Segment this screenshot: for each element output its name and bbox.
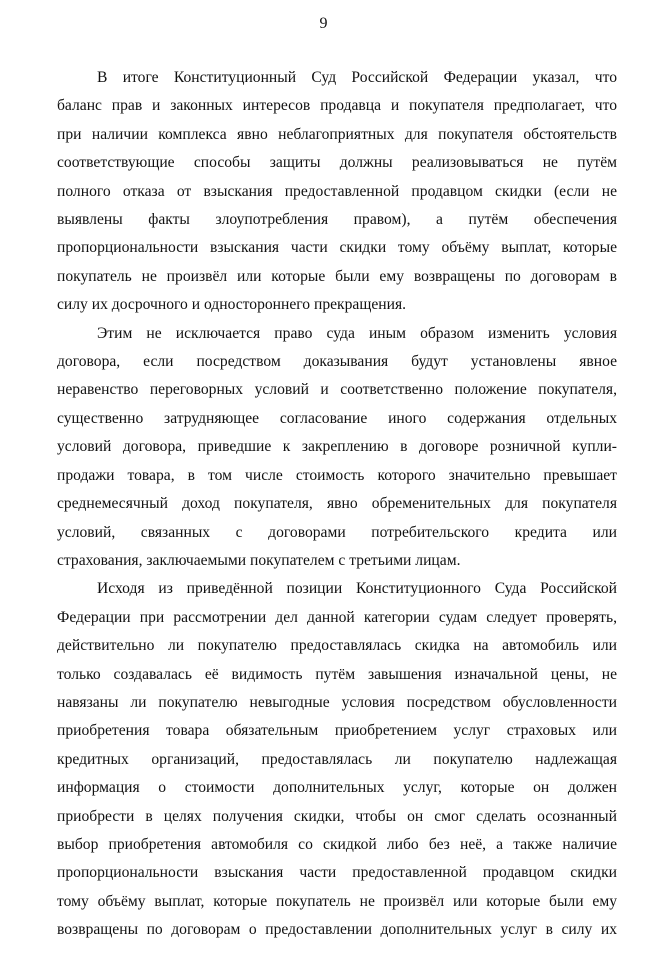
text-line: Федерации при рассмотрении дел данной категории судам следует проверять, bbox=[57, 608, 617, 626]
text-line: тому объёму выплат, которые покупатель не произвёл или которые были ему bbox=[57, 892, 617, 910]
text-line: полного отказа от взыскания предоставленной продавцом скидки (если не bbox=[57, 182, 617, 200]
text-line: договора, если посредством доказывания будут установлены явное bbox=[57, 353, 617, 371]
text-line: В итоге Конституционный Суд Российской Федерации указал, что bbox=[97, 69, 617, 86]
text-line: Этим не исключается право суда иным образом изменить условия bbox=[97, 324, 617, 342]
text-line: пропорциональности взыскания части предоставленной продавцом скидки bbox=[57, 864, 617, 882]
text-line: пропорциональности взыскания части скидки тому объёму выплат, которые bbox=[57, 239, 617, 257]
text-line: покупатель не произвёл или которые были ему возвращены по договорам в bbox=[57, 267, 617, 285]
text-line: Исходя из приведённой позиции Конституционного Суда Российской bbox=[97, 580, 617, 598]
text-line: навязаны ли покупателю невыгодные условия посредством обусловленности bbox=[57, 693, 617, 711]
text-line: кредитных организаций, предоставлялась ли покупателю надлежащая bbox=[57, 750, 617, 768]
text-line: возвращены по договорам о предоставлении дополнительных услуг в силу их bbox=[57, 921, 617, 939]
text-line: среднемесячный доход покупателя, явно обременительных для покупателя bbox=[57, 495, 617, 513]
paragraph-1 bbox=[57, 64, 617, 320]
text-line: силу их досрочного и одностороннего прекращения. bbox=[57, 296, 407, 314]
text-line: выявлены факты злоупотребления правом), а путём обеспечения bbox=[57, 211, 617, 229]
text-line: информация о стоимости дополнительных услуг, которые он должен bbox=[57, 779, 617, 797]
page-number: 9 bbox=[319, 15, 328, 32]
document-body bbox=[57, 64, 617, 945]
text-line: только создавалась её видимость путём завышения изначальной цены, не bbox=[57, 665, 617, 683]
text-line: приобрести в целях получения скидки, чтобы он смог сделать осознанный bbox=[57, 807, 617, 825]
text-line: при наличии комплекса явно неблагоприятных для покупателя обстоятельств bbox=[57, 125, 617, 143]
text-line: приобретения товара обязательным приобретением услуг страховых или bbox=[57, 722, 617, 740]
text-line: баланс прав и законных интересов продавца и покупателя предполагает, что bbox=[57, 97, 617, 115]
text-line: условий договора, приведшие к закреплению в договоре розничной купли- bbox=[57, 438, 617, 456]
text-line: выбор приобретения автомобиля со скидкой либо без неё, а также наличие bbox=[57, 835, 617, 853]
text-line: существенно затрудняющее согласование иного содержания отдельных bbox=[57, 409, 617, 427]
text-line: продажи товара, в том числе стоимость которого значительно превышает bbox=[57, 466, 617, 484]
text-line: страхования, заключаемыми покупателем с третьими лицам. bbox=[57, 551, 461, 569]
paragraph-2 bbox=[57, 320, 617, 576]
text-line: соответствующие способы защиты должны реализовываться не путём bbox=[57, 154, 617, 172]
paragraph-3 bbox=[57, 575, 617, 944]
text-line: действительно ли покупателю предоставлялась скидка на автомобиль или bbox=[57, 637, 617, 655]
text-line: неравенство переговорных условий и соответственно положение покупателя, bbox=[57, 381, 617, 399]
text-line: условий, связанных с договорами потребительского кредита или bbox=[57, 523, 617, 541]
